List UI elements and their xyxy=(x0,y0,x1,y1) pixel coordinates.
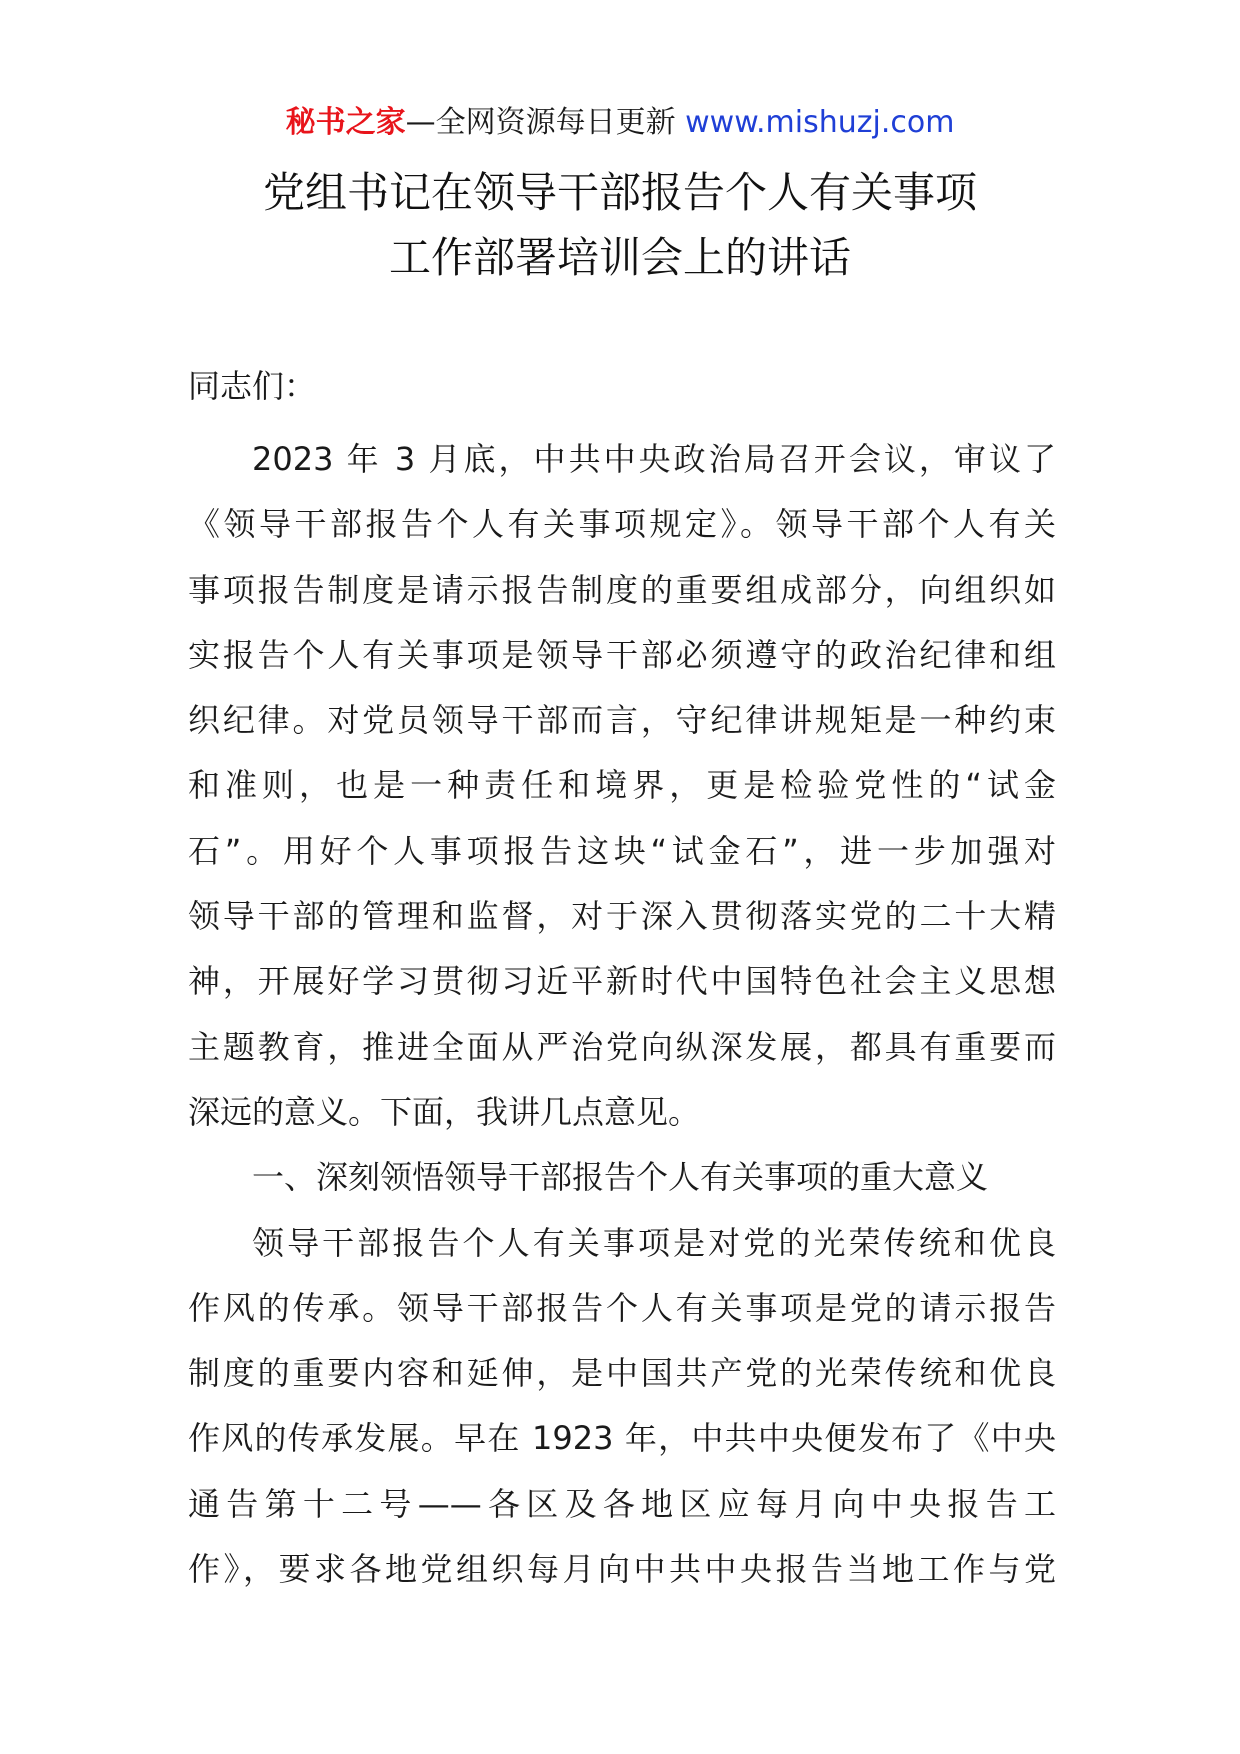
paragraph-line: 通告第十二号——各区及各地区应每月向中央报告工 xyxy=(188,1484,1056,1523)
site-header xyxy=(0,103,1240,143)
paragraph-line: 石”。用好个人事项报告这块“试金石”，进一步加强对 xyxy=(188,831,1056,870)
document-title-line-1: 党组书记在领导干部报告个人有关事项 xyxy=(262,168,977,217)
paragraph-line: 织纪律。对党员领导干部而言，守纪律讲规矩是一种约束 xyxy=(188,701,1056,740)
paragraph-line: 主题教育，推进全面从严治党向纵深发展，都具有重要而 xyxy=(188,1027,1056,1066)
site-tagline: —全网资源每日更新 xyxy=(405,105,686,140)
paragraph-line: 领导干部报告个人有关事项是对党的光荣传统和优良 xyxy=(252,1223,1056,1262)
paragraph-line: 作风的传承发展。早在 1923 年，中共中央便发布了《中央 xyxy=(188,1419,1056,1458)
paragraph-line: 作》，要求各地党组织每月向中共中央报告当地工作与党 xyxy=(188,1550,1056,1589)
salutation: 同志们： xyxy=(188,367,317,405)
paragraph-line: 领导干部的管理和监督，对于深入贯彻落实党的二十大精 xyxy=(188,897,1056,936)
paragraph-line: 神，开展好学习贯彻习近平新时代中国特色社会主义思想 xyxy=(188,962,1056,1001)
paragraph-line: 制度的重要内容和延伸，是中国共产党的光荣传统和优良 xyxy=(188,1354,1056,1393)
paragraph-line: 和准则，也是一种责任和境界，更是检验党性的“试金 xyxy=(188,766,1056,805)
paragraph-line: 《领导干部报告个人有关事项规定》。领导干部个人有关 xyxy=(188,505,1056,544)
paragraph-line: 深远的意义。下面，我讲几点意见。 xyxy=(188,1092,701,1131)
site-url[interactable]: www.mishuzj.com xyxy=(685,105,955,140)
site-brand: 秘书之家 xyxy=(285,105,406,140)
document-title-line-2: 工作部署培训会上的讲话 xyxy=(388,233,851,282)
paragraph-line: 实报告个人有关事项是领导干部必须遵守的政治纪律和组 xyxy=(188,635,1056,674)
paragraph-line: 2023 年 3 月底，中共中央政治局召开会议，审议了 xyxy=(252,440,1056,478)
document-body xyxy=(188,362,1056,1602)
paragraph-line: 事项报告制度是请示报告制度的重要组成部分，向组织如 xyxy=(188,570,1056,609)
paragraph-line: 作风的传承。领导干部报告个人有关事项是党的请示报告 xyxy=(188,1288,1056,1327)
section-heading: 一、深刻领悟领导干部报告个人有关事项的重大意义 xyxy=(252,1158,989,1197)
